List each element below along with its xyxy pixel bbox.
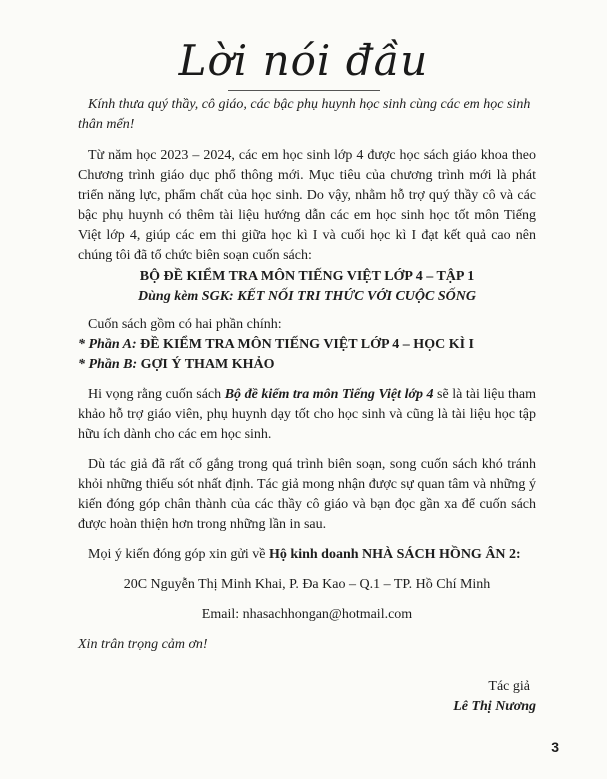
book-subtitle: Dùng kèm SGK: KẾT NỐI TRI THỨC VỚI CUỘC SỐNG xyxy=(138,289,476,304)
intro-paragraph: Từ năm học 2023 – 2024, các em học sinh lớp 4 được học sách giáo khoa theo Chương trình giáo dục phổ thông mới. Mục tiêu của chương trình mới là phát triển năng lực, phẩm chất của học sinh. Do vậy, nhằm hỗ trợ quý thầy cô và các bậc phụ huynh có thêm tài liệu hướng dẫn các em học sinh học tốt môn Tiếng Việt lớp 4, giúp các em thi giữa học kì I và cuối học kì I đạt kết quả cao nên chúng tôi đã tổ chức biên soạn cuốn sách: xyxy=(78,148,536,263)
page-number: 3 xyxy=(551,739,559,755)
thanks: Xin trân trọng cảm ơn! xyxy=(78,637,208,652)
preface-body xyxy=(78,95,536,717)
title-underline xyxy=(228,90,380,91)
address: 20C Nguyễn Thị Minh Khai, P. Đa Kao – Q.1 – TP. Hồ Chí Minh xyxy=(123,577,491,592)
part-b xyxy=(78,355,536,375)
part-b-label: * Phần B: xyxy=(78,357,138,372)
author-label: Tác giả xyxy=(488,679,530,694)
hope-paragraph xyxy=(78,385,536,445)
hope-pre: Hi vọng rằng cuốn sách xyxy=(88,387,225,402)
contact-paragraph xyxy=(78,545,536,565)
email: Email: nhasachhongan@hotmail.com xyxy=(201,607,413,622)
apology-paragraph: Dù tác giả đã rất cố gắng trong quá trình biên soạn, song cuốn sách khó tránh khỏi những thiếu sót nhất định. Tác giả mong nhận được sự quan tâm và những ý kiến đóng góp chân thành của các thầy cô giáo và bạn đọc gần xa để cuốn sách được hoàn thiện hơn trong những lần in sau. xyxy=(78,457,536,532)
page-title: Lời nói đầu xyxy=(178,36,429,85)
contact-name: Hộ kinh doanh NHÀ SÁCH HỒNG ÂN 2: xyxy=(269,547,521,562)
contact-pre: Mọi ý kiến đóng góp xin gửi về xyxy=(88,547,270,562)
hope-book-title: Bộ đề kiểm tra môn Tiếng Việt lớp 4 xyxy=(224,387,434,402)
hope-post: sẽ là tài liệu tham khảo hỗ trợ giáo viên, phụ huynh dạy tốt cho học sinh và cũng là tài liệu học tập hữu ích dành cho các em học sinh. xyxy=(78,387,536,442)
part-b-text: GỢI Ý THAM KHẢO xyxy=(140,357,275,372)
part-a-label: * Phần A: xyxy=(78,337,137,352)
part-a xyxy=(78,335,536,355)
author-name: Lê Thị Nương xyxy=(453,699,536,714)
part-a-text: ĐỀ KIỂM TRA MÔN TIẾNG VIỆT LỚP 4 – HỌC KÌ I xyxy=(140,337,474,352)
book-title: BỘ ĐỀ KIỂM TRA MÔN TIẾNG VIỆT LỚP 4 – TẬP 1 xyxy=(139,269,475,284)
parts-intro: Cuốn sách gồm có hai phần chính: xyxy=(88,317,282,332)
greeting-paragraph: Kính thưa quý thầy, cô giáo, các bậc phụ huynh học sinh cùng các em học sinh thân mến! xyxy=(78,97,531,132)
